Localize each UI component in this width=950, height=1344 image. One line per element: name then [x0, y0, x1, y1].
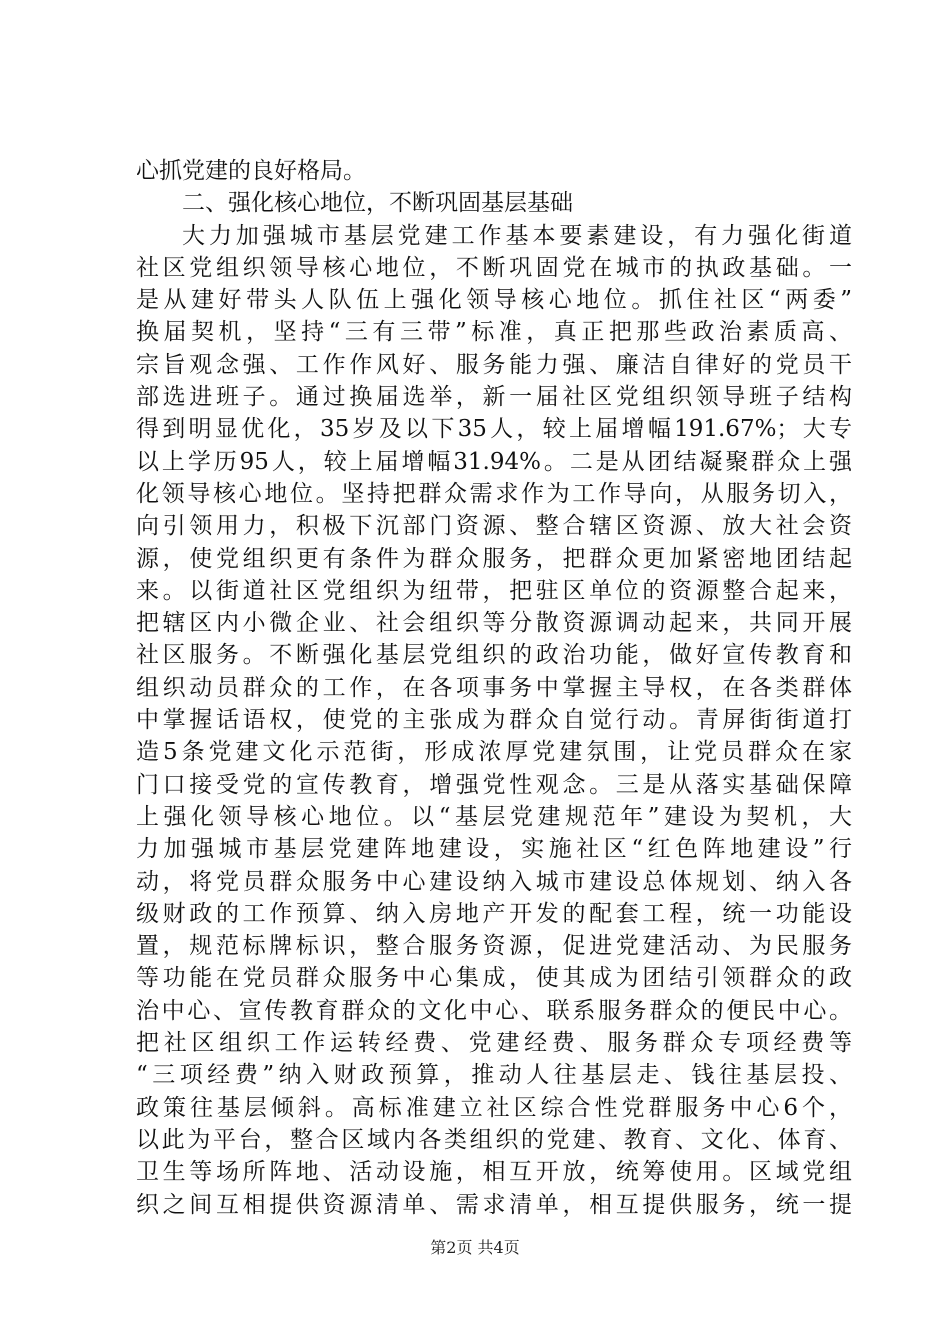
text-line: 组织动员群众的工作，在各项事务中掌握主导权，在各类群体 — [136, 674, 852, 701]
text-line: 以此为平台，整合区域内各类组织的党建、教育、文化、体育、 — [136, 1126, 852, 1153]
text-line: 部选进班子。通过换届选举，新一届社区党组织领导班子结构 — [136, 384, 852, 411]
text-line: 上强化领导核心地位。以“基层党建规范年”建设为契机，大 — [136, 803, 852, 830]
text-line: 大力加强城市基层党建工作基本要素建设，有力强化街道 — [182, 222, 852, 249]
text-line: 置，规范标牌标识，整合服务资源，促进党建活动、为民服务 — [136, 933, 852, 960]
text-line: 级财政的工作预算、纳入房地产开发的配套工程，统一功能设 — [136, 900, 852, 927]
text-line: 得到明显优化，35岁及以下35人，较上届增幅191.67%；大专 — [136, 416, 852, 443]
text-line: 治中心、宣传教育群众的文化中心、联系服务群众的便民中心。 — [136, 997, 852, 1024]
text-line: 社区党组织领导核心地位，不断巩固党在城市的执政基础。一 — [136, 254, 852, 281]
text-line: 向引领用力，积极下沉部门资源、整合辖区资源、放大社会资 — [136, 513, 852, 540]
text-line: 政策往基层倾斜。高标准建立社区综合性党群服务中心6个， — [136, 1094, 852, 1121]
document-body — [136, 155, 852, 1221]
text-line: 等功能在党员群众服务中心集成，使其成为团结引领群众的政 — [136, 965, 852, 992]
text-line: 宗旨观念强、工作作风好、服务能力强、廉洁自律好的党员干 — [136, 351, 852, 378]
text-line: 造5条党建文化示范街，形成浓厚党建氛围，让党员群众在家 — [136, 739, 852, 766]
text-line: 源，使党组织更有条件为群众服务，把群众更加紧密地团结起 — [136, 545, 852, 572]
text-line: 换届契机，坚持“三有三带”标准，真正把那些政治素质高、 — [136, 319, 852, 346]
text-line: 以上学历95人，较上届增幅31.94%。二是从团结凝聚群众上强 — [136, 448, 852, 475]
text-line: 力加强城市基层党建阵地建设，实施社区“红色阵地建设”行 — [136, 836, 852, 863]
text-line: 把社区组织工作运转经费、党建经费、服务群众专项经费等 — [136, 1030, 852, 1057]
text-line: 把辖区内小微企业、社会组织等分散资源调动起来，共同开展 — [136, 610, 852, 637]
text-line: 来。以街道社区党组织为纽带，把驻区单位的资源整合起来， — [136, 577, 852, 604]
text-line: 社区服务。不断强化基层党组织的政治功能，做好宣传教育和 — [136, 642, 852, 669]
text-line: 心抓党建的良好格局。 — [136, 158, 366, 184]
text-line: 门口接受党的宣传教育，增强党性观念。三是从落实基础保障 — [136, 771, 852, 798]
text-line: 织之间互相提供资源清单、需求清单，相互提供服务，统一提 — [136, 1191, 852, 1218]
page-footer: 第2页 共4页 — [430, 1238, 520, 1257]
text-line: 是从建好带头人队伍上强化领导核心地位。抓住社区“两委” — [136, 287, 852, 314]
text-line: 动，将党员群众服务中心建设纳入城市建设总体规划、纳入各 — [136, 868, 852, 895]
text-line: 化领导核心地位。坚持把群众需求作为工作导向，从服务切入， — [136, 480, 852, 507]
text-line: 中掌握话语权，使党的主张成为群众自觉行动。青屏街街道打 — [136, 707, 852, 734]
text-line: 卫生等场所阵地、活动设施，相互开放，统筹使用。区域党组 — [136, 1159, 852, 1186]
text-line: “三项经费”纳入财政预算，推动人往基层走、钱往基层投、 — [136, 1062, 852, 1089]
section-heading: 二、强化核心地位，不断巩固基层基础 — [182, 190, 573, 217]
